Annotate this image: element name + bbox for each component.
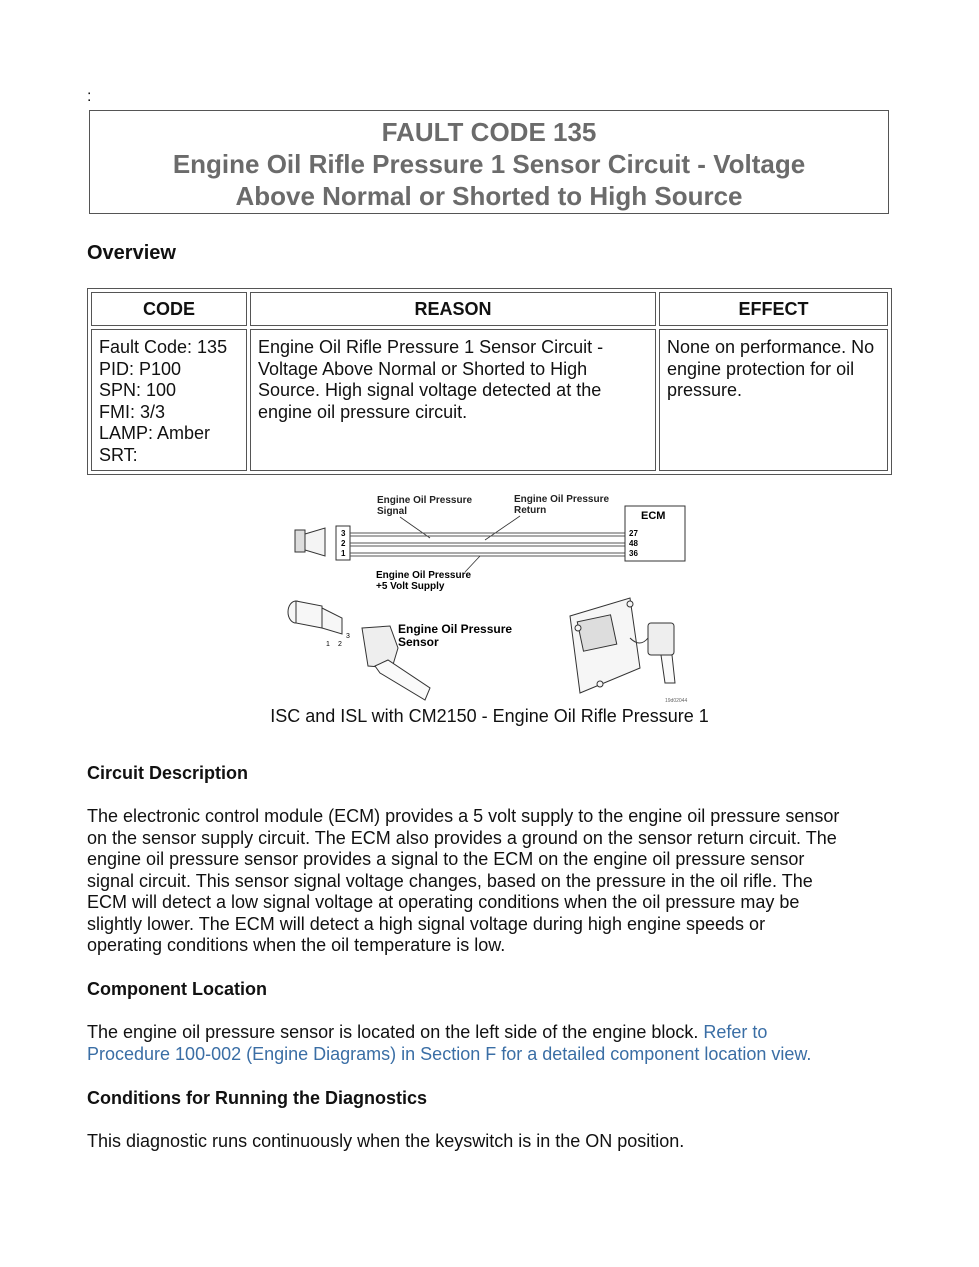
code-cell: [91, 329, 247, 471]
label-signal-1: Engine Oil Pressure: [377, 495, 473, 506]
figure-caption: ISC and ISL with CM2150 - Engine Oil Rifle Pressure 1: [270, 706, 709, 726]
page-marker: :: [87, 88, 92, 105]
overview-heading: Overview: [87, 242, 176, 264]
small-pin: 1: [326, 641, 330, 648]
figure-id: 19d02044: [665, 698, 688, 704]
effect-cell: None on performance. No engine protection for oil pressure.: [659, 329, 888, 471]
circuit-description-text: [87, 806, 897, 957]
label-return-1: Engine Oil Pressure: [514, 494, 610, 505]
procedure-link-part-1[interactable]: Refer to: [703, 1022, 768, 1042]
component-location-sentence: The engine oil pressure sensor is located on the left side of the engine block.: [87, 1022, 704, 1042]
pin-label: 3: [341, 529, 346, 538]
paragraph-line: The electronic control module (ECM) provides a 5 volt supply to the engine oil pressure sensor: [87, 806, 840, 826]
code-line: SRT:: [99, 444, 138, 465]
oil-pressure-sensor-icon: [288, 601, 342, 634]
pin-label: 2: [341, 539, 346, 548]
leader-signal: [400, 517, 430, 538]
sensor-wiring-diagram: [280, 488, 700, 708]
circuit-description-heading: Circuit Description: [87, 763, 249, 783]
table-row: [91, 329, 888, 471]
reason-cell: Engine Oil Rifle Pressure 1 Sensor Circuit - Voltage Above Normal or Shorted to High Source. High signal voltage detected at the engine oil pressure circuit.: [250, 329, 656, 471]
paragraph-line: operating conditions when the oil temperature is low.: [87, 935, 506, 955]
fault-title-box: [89, 110, 889, 214]
fault-code-title: FAULT CODE 135: [381, 117, 597, 147]
paragraph-line: on the sensor supply circuit. The ECM also provides a ground on the sensor return circuit. The: [87, 827, 837, 848]
header-code: CODE: [91, 292, 247, 326]
label-sensor-1: Engine Oil Pressure: [398, 622, 513, 636]
header-effect: EFFECT: [659, 292, 888, 326]
paragraph-line: slightly lower. The ECM will detect a high signal voltage during high engine speeds or: [87, 913, 766, 934]
wire-bundle: [350, 533, 625, 556]
paragraph-line: engine oil pressure sensor provides a signal to the ECM on the engine oil pressure sensor: [87, 849, 805, 869]
sensor-plug-icon: [295, 530, 305, 552]
component-location-text: [87, 1022, 897, 1065]
code-line: LAMP: Amber: [99, 423, 211, 443]
label-supply-1: Engine Oil Pressure: [376, 570, 472, 581]
ecm-label: ECM: [641, 510, 666, 522]
overview-table: [87, 288, 892, 475]
header-reason: REASON: [250, 292, 656, 326]
procedure-link-part-2[interactable]: Procedure 100-002 (Engine Diagrams) in Section F for a detailed component location view.: [87, 1043, 812, 1064]
code-line: PID: P100: [99, 358, 182, 379]
small-pin: 2: [338, 641, 342, 648]
sensor-body-icon: [305, 528, 325, 556]
pin-label: 1: [341, 549, 346, 558]
label-supply-2: +5 Volt Supply: [376, 581, 445, 592]
ecm-pin: 48: [629, 539, 638, 548]
label-signal-2: Signal: [377, 506, 408, 517]
conditions-text: This diagnostic runs continuously when the keyswitch is in the ON position.: [87, 1131, 685, 1151]
table-header-row: [91, 292, 888, 326]
code-line: SPN: 100: [99, 380, 177, 400]
paragraph-line: signal circuit. This sensor signal voltage changes, based on the pressure in the oil rifle. The: [87, 870, 813, 891]
small-pin: 3: [346, 633, 350, 640]
label-return-2: Return: [514, 505, 547, 516]
ecm-module-icon: [570, 598, 640, 693]
fault-description-line-1: Engine Oil Rifle Pressure 1 Sensor Circuit - Voltage: [172, 149, 806, 179]
fault-description-line-2: Above Normal or Shorted to High Source: [235, 181, 743, 211]
ecm-pin: 27: [629, 529, 638, 538]
code-line: FMI: 3/3: [99, 401, 166, 422]
code-line: Fault Code: 135: [99, 337, 228, 357]
label-sensor-2: Sensor: [398, 635, 439, 649]
conditions-heading: Conditions for Running the Diagnostics: [87, 1088, 427, 1108]
ecm-pin: 36: [629, 549, 638, 558]
paragraph-line: ECM will detect a low signal voltage at operating conditions when the oil pressure may be: [87, 892, 800, 912]
component-location-heading: Component Location: [87, 979, 267, 999]
